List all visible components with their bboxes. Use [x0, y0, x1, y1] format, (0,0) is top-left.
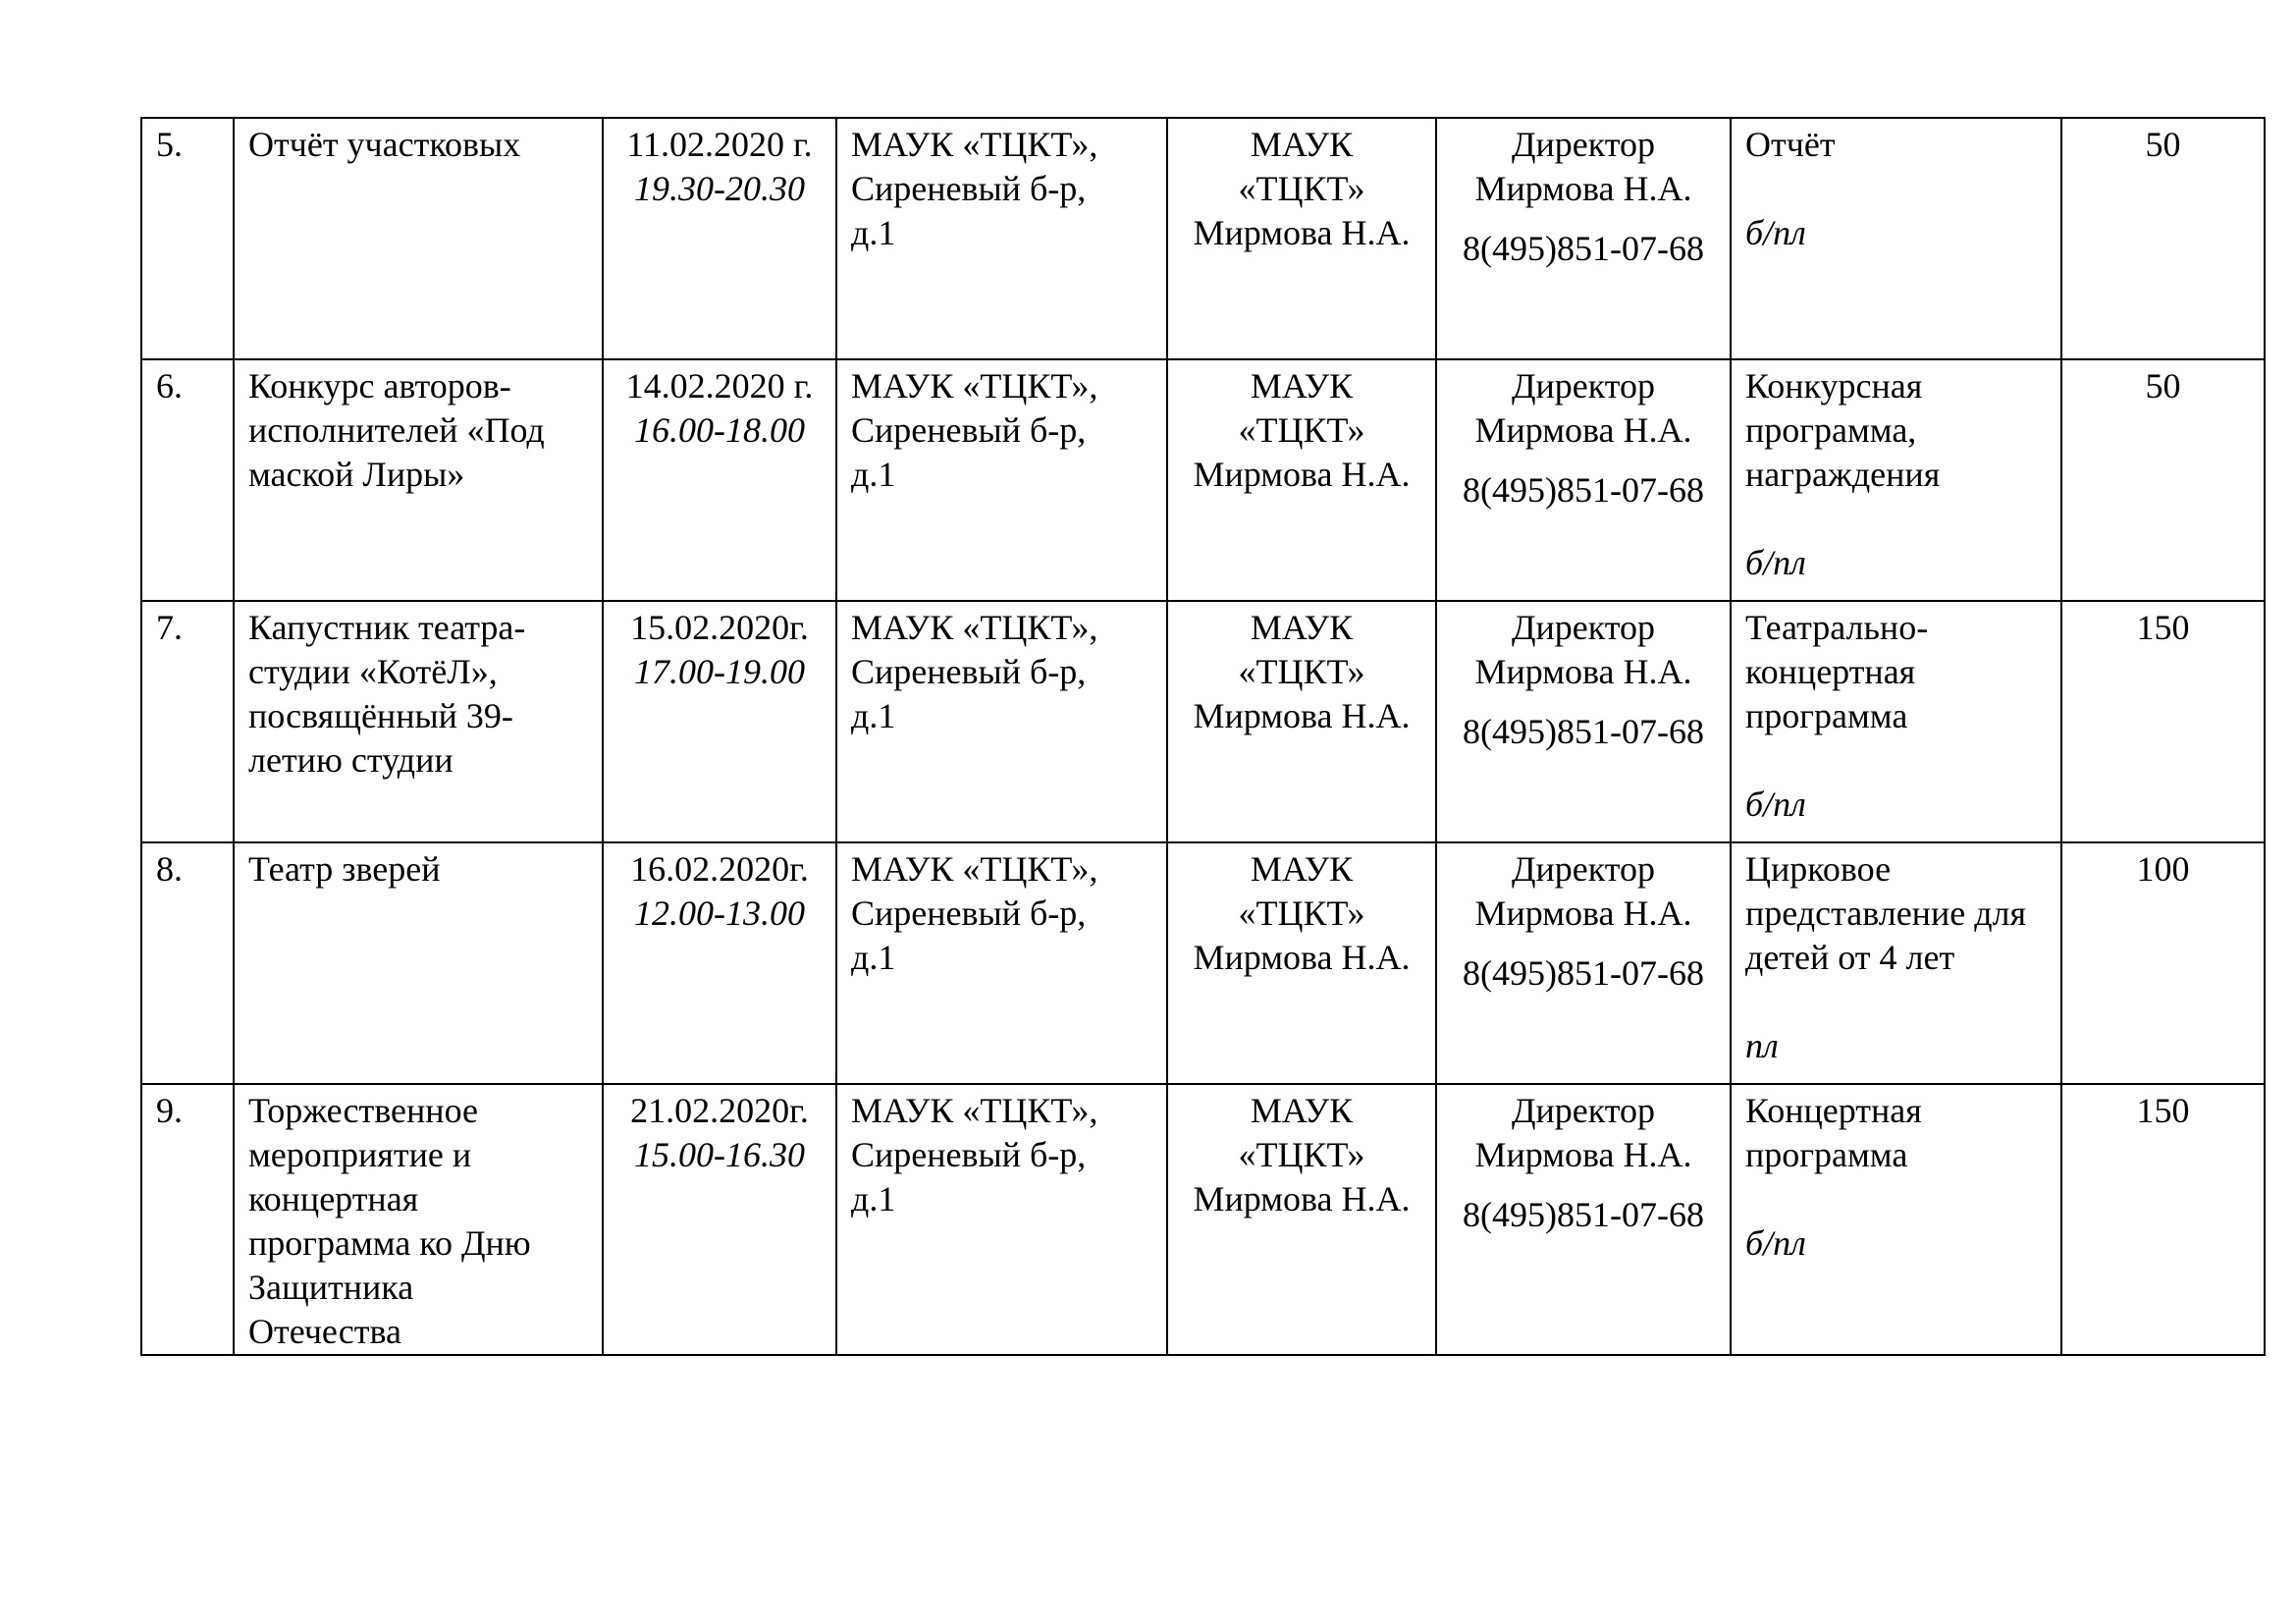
responsible-person: Директор Мирмова Н.А.: [1474, 849, 1692, 933]
event-responsible: [1436, 1084, 1731, 1355]
event-organizer: МАУК «ТЦКТ» Мирмова Н.А.: [1167, 601, 1436, 842]
row-number: 6.: [141, 359, 234, 601]
table-row: [141, 842, 2265, 1084]
event-place: МАУК «ТЦКТ», Сиреневый б-р, д.1: [836, 118, 1167, 359]
event-place: МАУК «ТЦКТ», Сиреневый б-р, д.1: [836, 359, 1167, 601]
event-name: Капустник театра- студии «КотёЛ», посвящённый 39- летию студии: [234, 601, 603, 842]
event-organizer: МАУК «ТЦКТ» Мирмова Н.А.: [1167, 842, 1436, 1084]
event-place: МАУК «ТЦКТ», Сиреневый б-р, д.1: [836, 1084, 1167, 1355]
event-date-time: [603, 359, 836, 601]
visitor-count: 150: [2061, 601, 2265, 842]
event-date: 15.02.2020г.: [630, 608, 809, 647]
event-date: 11.02.2020 г.: [626, 125, 813, 164]
responsible-phone: 8(495)851-07-68: [1463, 1195, 1704, 1234]
event-place: МАУК «ТЦКТ», Сиреневый б-р, д.1: [836, 842, 1167, 1084]
event-time: 19.30-20.30: [634, 169, 805, 208]
table-row: [141, 359, 2265, 601]
event-form: [1731, 601, 2061, 842]
event-date: 16.02.2020г.: [630, 849, 809, 889]
event-responsible: [1436, 118, 1731, 359]
responsible-person: Директор Мирмова Н.А.: [1474, 608, 1692, 691]
payment-type: б/пл: [1745, 543, 1806, 582]
event-form: [1731, 842, 2061, 1084]
event-name: Конкурс авторов- исполнителей «Под маской Лиры»: [234, 359, 603, 601]
event-form-text: Театрально- концертная программа: [1745, 608, 1929, 735]
payment-type: пл: [1745, 1026, 1779, 1065]
event-date: 21.02.2020г.: [630, 1091, 809, 1130]
row-number: 7.: [141, 601, 234, 842]
event-date-time: [603, 601, 836, 842]
event-form-text: Конкурсная программа, награждения: [1745, 366, 1941, 494]
event-date-time: [603, 118, 836, 359]
event-time: 17.00-19.00: [634, 652, 805, 691]
event-date-time: [603, 1084, 836, 1355]
responsible-phone: 8(495)851-07-68: [1463, 229, 1704, 268]
table-row: [141, 118, 2265, 359]
payment-type: б/пл: [1745, 1223, 1806, 1263]
row-number: 5.: [141, 118, 234, 359]
event-responsible: [1436, 359, 1731, 601]
event-name: Отчёт участковых: [234, 118, 603, 359]
responsible-person: Директор Мирмова Н.А.: [1474, 1091, 1692, 1174]
visitor-count: 100: [2061, 842, 2265, 1084]
responsible-person: Директор Мирмова Н.А.: [1474, 125, 1692, 208]
event-organizer: МАУК «ТЦКТ» Мирмова Н.А.: [1167, 118, 1436, 359]
visitor-count: 50: [2061, 359, 2265, 601]
table-row: [141, 1084, 2265, 1355]
event-form: [1731, 359, 2061, 601]
events-table: [140, 117, 2266, 1356]
event-time: 12.00-13.00: [634, 893, 805, 933]
event-date-time: [603, 842, 836, 1084]
responsible-phone: 8(495)851-07-68: [1463, 953, 1704, 993]
event-name: Театр зверей: [234, 842, 603, 1084]
responsible-phone: 8(495)851-07-68: [1463, 712, 1704, 751]
event-form: [1731, 1084, 2061, 1355]
event-time: 15.00-16.30: [634, 1135, 805, 1174]
event-responsible: [1436, 842, 1731, 1084]
visitor-count: 150: [2061, 1084, 2265, 1355]
event-place: МАУК «ТЦКТ», Сиреневый б-р, д.1: [836, 601, 1167, 842]
event-organizer: МАУК «ТЦКТ» Мирмова Н.А.: [1167, 359, 1436, 601]
visitor-count: 50: [2061, 118, 2265, 359]
event-time: 16.00-18.00: [634, 410, 805, 450]
event-responsible: [1436, 601, 1731, 842]
event-form-text: Концертная программа: [1745, 1091, 1922, 1174]
payment-type: б/пл: [1745, 213, 1806, 252]
event-date: 14.02.2020 г.: [625, 366, 814, 406]
payment-type: б/пл: [1745, 785, 1806, 824]
row-number: 9.: [141, 1084, 234, 1355]
event-form-text: Цирковое представление для детей от 4 лет: [1745, 849, 2027, 977]
table-row: [141, 601, 2265, 842]
row-number: 8.: [141, 842, 234, 1084]
event-form: [1731, 118, 2061, 359]
responsible-person: Директор Мирмова Н.А.: [1474, 366, 1692, 450]
event-organizer: МАУК «ТЦКТ» Мирмова Н.А.: [1167, 1084, 1436, 1355]
event-form-text: Отчёт: [1745, 125, 1836, 164]
event-name: Торжественное мероприятие и концертная программа ко Дню Защитника Отечества: [234, 1084, 603, 1355]
responsible-phone: 8(495)851-07-68: [1463, 470, 1704, 510]
